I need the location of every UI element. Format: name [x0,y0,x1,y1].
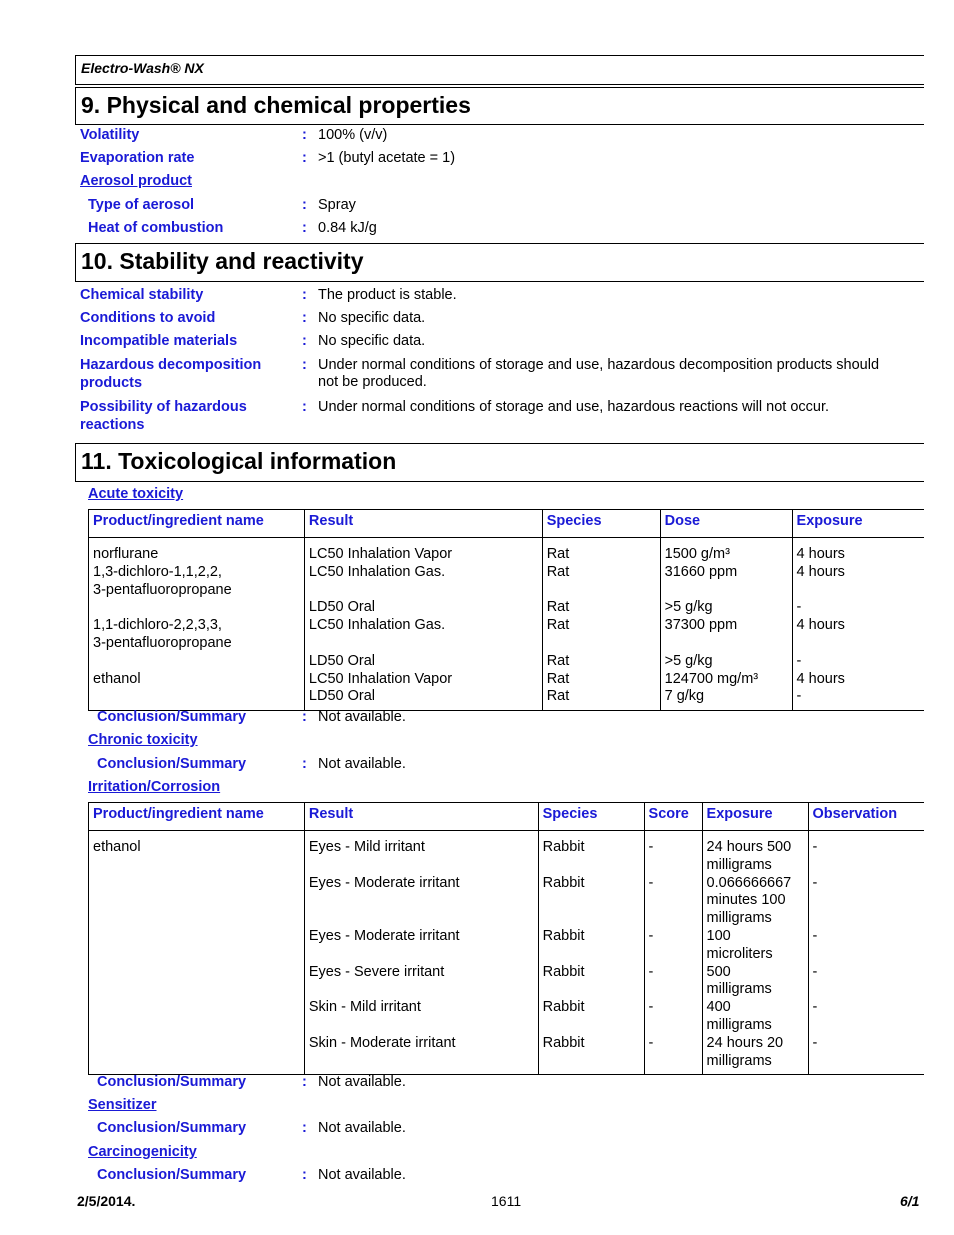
aerosol-product-link[interactable]: Aerosol product [80,173,192,189]
conditions-avoid-value: No specific data. [318,310,426,326]
column-header: Species [538,803,644,831]
sensitizer-conclusion-value: Not available. [318,1120,406,1136]
colon: : [302,357,307,373]
table-cell: Rat Rat Rat Rat Rat Rat Rat [542,538,660,711]
chemical-stability-label: Chemical stability [80,287,204,303]
acute-toxicity-table [88,509,924,711]
product-name-bar [75,55,924,85]
table-cell: norflurane 1,3-dichloro-1,1,2,2, 3-pentafluoropropane 1,1-dichloro-2,2,3,3, 3-pentafluoropropane ethanol [89,538,305,711]
colon: : [302,709,307,725]
table-row [89,831,925,1075]
conditions-avoid-label: Conditions to avoid [80,310,216,326]
hazardous-reactions-label-1: Possibility of hazardous [80,399,247,415]
chronic-toxicity-link[interactable]: Chronic toxicity [88,732,198,748]
acute-conclusion-label: Conclusion/Summary [97,709,247,725]
hazardous-reactions-label-2: reactions [80,417,145,433]
table-cell: Rabbit Rabbit Rabbit Rabbit Rabbit Rabbit [538,831,644,1075]
colon: : [302,1167,307,1183]
table-cell: 4 hours 4 hours - 4 hours - 4 hours - [792,538,924,711]
column-header: Result [304,510,542,538]
chronic-conclusion-label: Conclusion/Summary [97,756,247,772]
table-header-row [89,510,925,538]
column-header: Exposure [702,803,808,831]
carcinogenicity-link[interactable]: Carcinogenicity [88,1144,197,1160]
hazardous-decomposition-label-1: Hazardous decomposition [80,357,262,373]
irritation-table [88,802,924,1075]
aerosol-type-label: Type of aerosol [88,197,195,213]
colon: : [302,333,307,349]
irritation-conclusion-value: Not available. [318,1074,406,1090]
colon: : [302,399,307,415]
section-10-title: 10. Stability and reactivity [81,248,364,274]
table-header-row [89,803,925,831]
sensitizer-link[interactable]: Sensitizer [88,1097,157,1113]
carcinogenicity-conclusion-label: Conclusion/Summary [97,1167,247,1183]
volatility-value: 100% (v/v) [318,127,388,143]
footer-code: 1611 [491,1193,522,1209]
section-9-heading [75,87,924,125]
colon: : [302,220,307,236]
colon: : [302,1074,307,1090]
table-cell: Eyes - Mild irritant Eyes - Moderate irritant Eyes - Moderate irritant Eyes - Severe irritant Skin - Mild irritant Skin - Moderate irritant [304,831,538,1075]
colon: : [302,1120,307,1136]
evaporation-value: >1 (butyl acetate = 1) [318,150,456,166]
incompatible-materials-value: No specific data. [318,333,426,349]
column-header: Species [542,510,660,538]
aerosol-type-value: Spray [318,197,356,213]
section-10-heading [75,243,924,282]
colon: : [302,150,307,166]
chronic-conclusion-value: Not available. [318,756,406,772]
sensitizer-conclusion-label: Conclusion/Summary [97,1120,247,1136]
chemical-stability-value: The product is stable. [318,287,457,303]
colon: : [302,287,307,303]
section-9-title: 9. Physical and chemical properties [81,92,471,118]
table-row [89,538,925,711]
product-name: Electro-Wash® NX [81,60,204,76]
colon: : [302,310,307,326]
footer-date: 2/5/2014. [77,1193,136,1209]
column-header: Product/ingredient name [89,803,305,831]
colon: : [302,127,307,143]
acute-toxicity-link[interactable]: Acute toxicity [88,486,184,502]
section-11-title: 11. Toxicological information [81,448,397,474]
irritation-corrosion-link[interactable]: Irritation/Corrosion [88,779,221,795]
table-cell: 24 hours 500 milligrams 0.066666667 minutes 100 milligrams 100 microliters 500 milligrams 400 milligrams 24 hours 20 milligrams [702,831,808,1075]
table-cell: ethanol [89,831,305,1075]
heat-combustion-value: 0.84 kJ/g [318,220,377,236]
hazardous-decomposition-label-2: products [80,375,143,391]
hazardous-reactions-value: Under normal conditions of storage and use, hazardous reactions will not occur. [318,399,830,415]
volatility-label: Volatility [80,127,140,143]
acute-conclusion-value: Not available. [318,709,406,725]
hazardous-decomposition-value-1: Under normal conditions of storage and use, hazardous decomposition products should [318,357,880,373]
hazardous-decomposition-value-2: not be produced. [318,374,427,390]
column-header: Exposure [792,510,924,538]
incompatible-materials-label: Incompatible materials [80,333,238,349]
table-cell: - - - - - - [644,831,702,1075]
column-header: Dose [660,510,792,538]
table-cell: - - - - - - [808,831,924,1075]
column-header: Score [644,803,702,831]
colon: : [302,197,307,213]
column-header: Result [304,803,538,831]
section-11-heading [75,443,924,482]
carcinogenicity-conclusion-value: Not available. [318,1167,406,1183]
irritation-conclusion-label: Conclusion/Summary [97,1074,247,1090]
heat-combustion-label: Heat of combustion [88,220,224,236]
table-cell: 1500 g/m³ 31660 ppm >5 g/kg 37300 ppm >5 g/kg 124700 mg/m³ 7 g/kg [660,538,792,711]
colon: : [302,756,307,772]
column-header: Observation [808,803,924,831]
page-number: 6/1 [900,1193,920,1209]
table-cell: LC50 Inhalation Vapor LC50 Inhalation Gas. LD50 Oral LC50 Inhalation Gas. LD50 Oral LC50 Inhalation Vapor LD50 Oral [304,538,542,711]
column-header: Product/ingredient name [89,510,305,538]
evaporation-label: Evaporation rate [80,150,195,166]
